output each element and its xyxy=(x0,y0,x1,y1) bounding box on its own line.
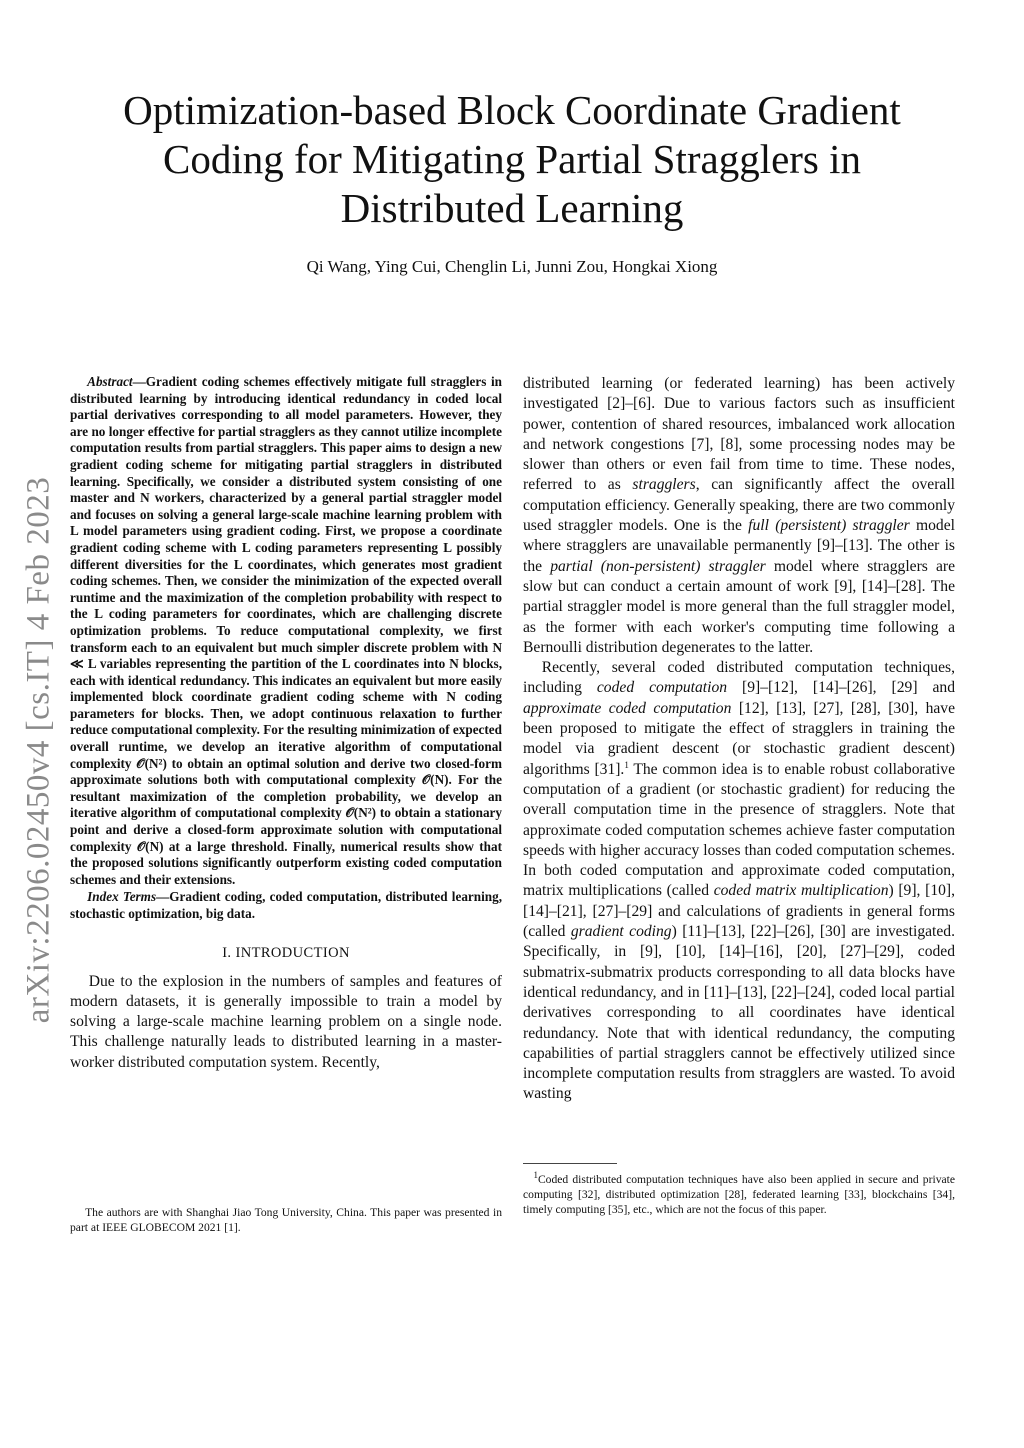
footnote-1 xyxy=(523,1170,955,1217)
footnote-marker: 1 xyxy=(624,759,629,770)
author-list: Qi Wang, Ying Cui, Chenglin Li, Junni Zou, Hongkai Xiong xyxy=(306,257,718,276)
abstract xyxy=(70,374,502,888)
emphasis-stragglers: stragglers xyxy=(632,476,696,494)
footnote-1-text: Coded distributed computation techniques have also been applied in secure and private computing [32], distributed optimization [28], federated learning [33], blockchains [34], timely computing [35], etc., which are not the focus of this paper. xyxy=(523,1173,955,1216)
paper-title xyxy=(90,86,934,233)
text-run: distributed learning (or federated learning) has been actively investigated [2]–[6]. Due to various factors such as insufficient power, contention of shared resources, imbalanced work allocation and network congestions [7], [8], some processing nodes may be slower than others or even fail from time to time. These nodes, referred to as xyxy=(523,375,955,494)
right-column xyxy=(523,374,955,1105)
text-run: , can significantly affect the overall computation efficiency. Generally speaking, there are two commonly used straggler models. One is the xyxy=(523,476,955,535)
abstract-label: Abstract xyxy=(87,374,133,389)
intro-paragraph-1: Due to the explosion in the numbers of samples and features of modern datasets, it is generally impossible to train a model by solving a large-scale machine learning problem on a single node. This challenge naturally leads to distributed learning in a master-worker distributed computation system. Recently, xyxy=(70,972,502,1071)
intro-paragraph-1-continued xyxy=(523,374,955,658)
text-run: Recently, several coded distributed computation techniques, including xyxy=(523,659,955,697)
footnote-1-marker: 1 xyxy=(533,1170,538,1181)
affiliation-footnote: The authors are with Shanghai Jiao Tong University, China. This paper was presented in part at IEEE GLOBECOM 2021 [1]. xyxy=(70,1206,502,1234)
arxiv-sidebar-stamp xyxy=(14,470,64,1030)
emphasis-gradient-coding: gradient coding xyxy=(570,923,672,941)
index-terms-text: —Gradient coding, coded computation, distributed learning, stochastic optimization, big data. xyxy=(70,889,502,921)
title-line-1: Optimization-based Block Coordinate Gradient xyxy=(123,87,901,133)
emphasis-coded-matrix-multiplication: coded matrix multiplication xyxy=(713,882,889,900)
section-heading: I. INTRODUCTION xyxy=(222,944,350,961)
index-terms xyxy=(70,889,502,922)
text-run: model where stragglers are unavailable permanently [9]–[13]. The other is the xyxy=(523,517,955,575)
title-line-3: Distributed Learning xyxy=(340,185,684,231)
text-run: [9]–[12], [14]–[26], [29] and xyxy=(727,679,956,697)
index-terms-label: Index Terms xyxy=(87,889,157,905)
intro-paragraph-2 xyxy=(523,658,955,1105)
text-run: ) [9], [10], [14]–[21], [27]–[29] and calculations of gradients in general forms (called xyxy=(523,882,955,941)
text-run: model where stragglers are slow but can conduct a certain amount of work [9], [14]–[28]. The partial straggler model is more general than the full straggler model, as the former with each worker's computing time following a Bernoulli distribution degenerates to the latter. xyxy=(523,557,956,656)
text-run: ) [11]–[13], [22]–[26], [30] are investigated. Specifically, in [9], [10], [14]–[16], [20], [27]–[29], coded submatrix-submatrix products corresponding to all data blocks have identical redundancy, and in [11]–[13], [22]–[24], coded local partial derivatives corresponding to all coordinates have identical redundancy. Note that with identical redundancy, the computing capabilities of partial stragglers cannot be effectively utilized since incomplete computation results from stragglers are wasted. To avoid wasting xyxy=(523,923,955,1103)
text-run: [12], [13], [27], [28], [30], have been proposed to mitigate the effect of stragglers in training the model via gradient descent (or stochastic gradient descent) algorithms [31]. xyxy=(523,699,956,778)
left-column xyxy=(70,374,502,1073)
arxiv-id: arXiv:2206.02450v4 [cs.IT] 4 Feb 2023 xyxy=(20,476,57,1024)
emphasis-coded-computation: coded computation xyxy=(596,679,728,697)
emphasis-partial-straggler: partial (non-persistent) straggler xyxy=(550,557,766,575)
footnote-rule xyxy=(523,1163,617,1164)
emphasis-full-straggler: full (persistent) straggler xyxy=(748,517,910,535)
abstract-text: —Gradient coding schemes effectively mitigate full stragglers in distributed learning by introducing identical redundancy in coded local partial derivatives corresponding to all model parameters. However, they are no longer effective for partial stragglers as they cannot utilize incomplete computation results from partial stragglers. This paper aims to design a new gradient coding scheme for mitigating partial stragglers in distributed learning. Specifically, we consider a distributed system consisting of one master and N workers, characterized by a general partial straggler model and focuses on solving a general large-scale machine learning problem with L model parameters using gradient coding. First, we propose a coordinate gradient coding scheme with L coding parameters representing L possibly different diversities for the L coordinates, which generates most gradient coding schemes. Then, we consider the minimization of the expected overall runtime and the maximization of the completion probability with respect to the L coding parameters for coordinates, which are challenging discrete optimization problems. To reduce computational complexity, we first transform each to an equivalent but much simpler discrete problem with N ≪ L variables representing the partition of the L coordinates into N blocks, each with identical redundancy. This indicates an equivalent but more easily implemented block coordinate gradient coding scheme with N coding parameters for blocks. Then, we adopt continuous relaxation to further reduce computational complexity. For the resulting minimization of expected overall runtime, we develop an iterative algorithm of computational complexity 𝒪(N²) to obtain an optimal solution and derive two closed-form approximate solutions both with computational complexity 𝒪(N). For the resultant maximization of the completion probability, we develop an iterative algorithm of computational complexity 𝒪(N²) to obtain a stationary point and derive a closed-form approximate solution with computational complexity 𝒪(N) at a large threshold. Finally, numerical results show that the proposed solutions significantly outperform existing coded computation schemes and their extensions. xyxy=(70,374,502,887)
text-run: The common idea is to enable robust collaborative computation of a gradient (or stochastic gradient) for reducing the overall computation time in the presence of stragglers. Note that approximate coded computation schemes achieve faster computation speeds with higher accuracy losses than coded computation schemes. In both coded computation and approximate coded computation, matrix multiplications (called xyxy=(523,760,955,900)
title-line-2: Coding for Mitigating Partial Stragglers in xyxy=(162,136,862,182)
emphasis-approximate-coded-computation: approximate coded computation xyxy=(523,699,732,717)
